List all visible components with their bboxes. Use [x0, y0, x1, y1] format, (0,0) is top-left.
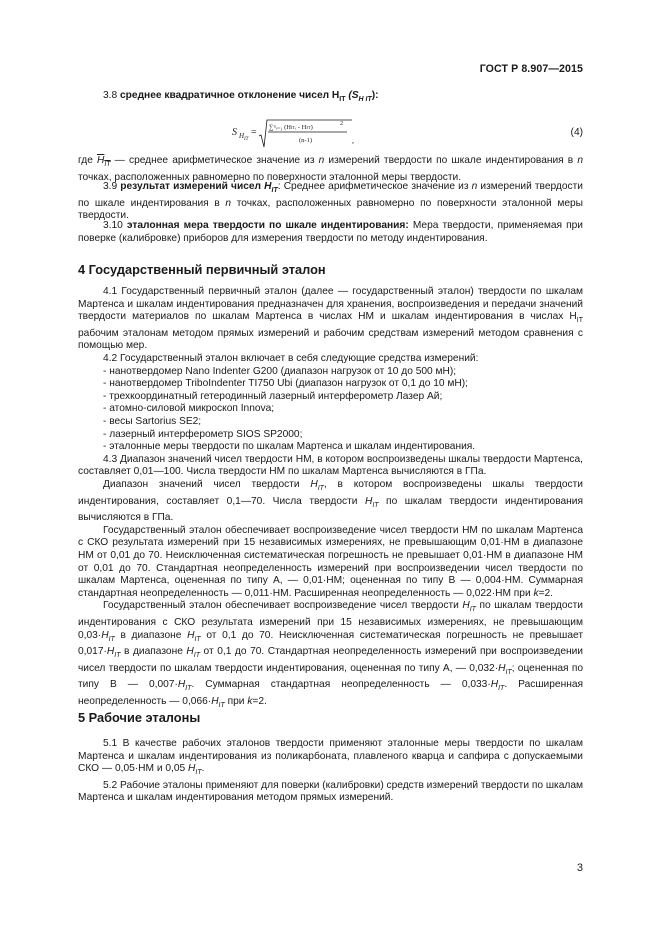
clause-number: 3.8: [103, 90, 118, 101]
section-5-body: [78, 738, 583, 805]
formula-eq: =: [251, 127, 257, 138]
formula-numerator: ∑ⁿᵢ₌₁ (HITᵢ - HIT): [269, 124, 313, 131]
clause-3-9: 3.9 результат измерений чисел $H_{IT}$: Среднее арифметическое значение из n измерений твердости по шкале индентирования в n точках, расположенных равномерно по поверхности эталонной меры твердости.: [78, 181, 583, 222]
term-title: среднее квадратичное отклонение чисел $H_{IT}$ $(S_{H IT})$:: [120, 90, 379, 104]
clause-4-3: 4.3 Диапазон значений чисел твердости НМ, в котором воспроизведены шкалы твердости Мартенса, составляет 0,01—100. Числа твердости НМ по шкалам Мартенса вычисляются в ГПа.: [78, 453, 583, 478]
clause-4-3-hit-accuracy: Государственный эталон обеспечивает воспроизведение чисел твердости $H_{IT}$ по шкалам твердости индентирования с СКО результата измерений при 15 независимых измерениях, не превышающим $0,03\cdot H_{IT}$ в диапазоне $H_{IT}$ от 0,1 до 70. Неисключенная систематическая погрешность не превышает $0,017\cdot H_{IT}$ в диапазоне $H_{IT}$ от 0,1 до 70. Стандартная неопределенность измерений при воспроизведении чисел твердости по шкалам твердости индентирования, оцененная по типу А, — $0,032\cdot H_{IT}$; оцененная по типу В — $0,007\cdot H_{IT}$. Суммарная стандартная неопределенность — $0,033\cdot H_{IT}$. Расширенная неопределенность — $0,066\cdot H_{IT}$ при k=2.: [78, 600, 584, 710]
document-code-header: ГОСТ Р 8.907—2015: [479, 63, 583, 75]
equipment-list-item: - весы Sartorius SE2;: [103, 415, 202, 427]
page-number: 3: [576, 862, 583, 874]
equipment-list-item: - эталонные меры твердости по шкалам Мартенса и шкалам индентирования.: [103, 441, 476, 453]
equipment-list-item: - нанотвердомер TriboIndenter TI750 Ubi (диапазон нагрузок от 0,1 до 10 мН);: [103, 378, 468, 390]
formula-lhs-subsub: IT: [244, 137, 249, 142]
section-4-heading: 4 Государственный первичный эталон: [78, 262, 326, 277]
clause-3-10: 3.10 эталонная мера твердости по шкале индентирования: Мера твердости, применяемая при поверке (калибровке) приборов для измерения твердости по методу индентирования.: [78, 220, 583, 244]
formula-square: 2: [340, 121, 343, 127]
clause-4-1: 4.1 Государственный первичный эталон (далее — государственный эталон) твердости по шкалам Мартенса и шкалам индентирования предназначен для хранения, воспроизведения и передачи значений твердости материалов по шкалам Мартенса в числах НМ и шкалам индентирования в числах $H_{IT}$ рабочим эталонам методом прямых измерений и рабочим средствам измерений методом сравнения с помощью мер.: [78, 286, 583, 352]
equipment-list-item: - лазерный интерферометр SIOS SP2000;: [103, 428, 303, 440]
formula-lhs: S: [232, 127, 237, 138]
formula-lhs-sub: H: [239, 132, 245, 140]
clause-4-3-hit-range: Диапазон значений чисел твердости $H_{IT}$, в котором воспроизведены шкалы твердости индентирования, составляет 0,1—70. Числа твердости $H_{IT}$ по шкалам твердости индентирования вычисляются в ГПа.: [78, 478, 583, 524]
clause-4-2: 4.2 Государственный эталон включает в себя следующие средства измерений:: [103, 353, 479, 364]
formula-denominator: (n-1): [299, 137, 312, 144]
equipment-list-item: - атомно-силовой микроскоп Innova;: [103, 403, 275, 415]
section-4-body: [78, 286, 583, 713]
equipment-list-item: - трехкоординатный гетеродинный лазерный интерферометр Лазер Ай;: [103, 390, 443, 402]
equipment-list-item: - нанотвердомер Nano Indenter G200 (диапазон нагрузок от 10 до 500 мН);: [103, 365, 457, 377]
formula-4: [230, 116, 360, 152]
section-5-heading: 5 Рабочие эталоны: [78, 710, 201, 725]
clause-5-2: 5.2 Рабочие эталоны применяют для поверки (калибровки) средств измерений твердости по шкалам Мартенса и шкалам индентирования методом прямых измерений.: [78, 779, 583, 804]
equation-number: (4): [570, 127, 583, 138]
formula-explanation: где $\overline{H}_{\overline{IT}}$ — среднее арифметическое значение из n измерений твердости по шкале индентирования в n точках, расположенных равномерно по поверхности эталонной меры твердости.: [78, 155, 583, 183]
formula-graphic: [230, 116, 360, 152]
formula-trailing-comma: ,: [352, 136, 354, 145]
clause-4-3-hm-accuracy: Государственный эталон обеспечивает воспроизведение чисел твердости НМ по шкалам Мартенса с СКО результата измерений при 15 независимых измерениях, не превышающим 0,01·НМ в диапазоне НМ от 0,01 до 70. Неисключенная систематическая погрешность не превышает 0,01·НМ в диапазоне НМ от 0,01 до 70. Стандартная неопределенность измерений при воспроизведении чисел твердости по шкалам Мартенса, оцененная по типу А, — 0,01·НМ; оцененная по типу В — 0,004·НМ. Суммарная стандартная неопределенность — 0,011·НМ. Расширенная неопределенность — 0,022·НМ при k=2.: [78, 524, 583, 599]
clause-5-1: 5.1 В качестве рабочих эталонов твердости применяют эталонные меры твердости по шкалам Мартенса и шкалам индентирования из поликарбоната, плавленого кварца и сапфира с допускаемыми СКО — 0,05·НМ и 0,05 $H_{IT}$.: [78, 738, 583, 777]
clause-3-8: [78, 90, 583, 107]
equipment-list: [78, 366, 583, 454]
